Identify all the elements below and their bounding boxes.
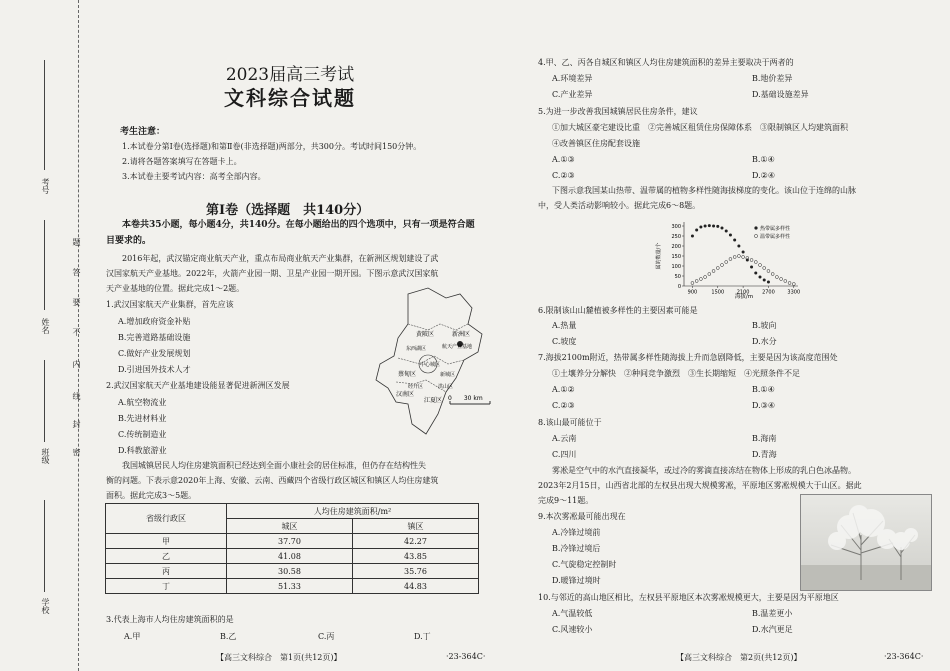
- tropical-point: [695, 229, 698, 232]
- temperate-point: [712, 270, 715, 273]
- seal-word-xian: 线: [72, 392, 81, 400]
- tropical-point: [754, 272, 757, 275]
- temperate-point: [737, 255, 740, 258]
- name-label: 姓名: [41, 318, 50, 334]
- passage3-line1: 下图示意我国某山热带、温带属的植物多样性随海拔梯度的变化。该山位于连绵的山脉: [552, 186, 856, 195]
- class-blank[interactable]: [44, 360, 45, 442]
- q2-option-c[interactable]: C.传统制造业: [118, 430, 167, 439]
- temperate-point: [775, 276, 778, 279]
- seal-word-feng: 封: [72, 420, 81, 428]
- th-city: 城区: [227, 519, 353, 534]
- q5-option-d[interactable]: D.②④: [752, 171, 776, 180]
- chart-legend: [754, 225, 790, 240]
- q8-option-a[interactable]: A.云南: [552, 434, 577, 443]
- temperate-point: [763, 267, 766, 270]
- map-label-xinzhou: 新洲区: [452, 331, 471, 338]
- row-town: 42.27: [353, 534, 479, 549]
- q4-stem: 4.甲、乙、丙各自城区和镇区人均住房建筑面积的差异主要取决于两者的: [538, 58, 794, 67]
- x-tick-label: 2100: [736, 289, 750, 296]
- map-label-huangpi: 黄陂区: [416, 331, 435, 338]
- q5-statements-2: ④改善镇区住房配套设施: [552, 139, 640, 148]
- row-city: 41.08: [227, 549, 353, 564]
- map-label-jingkai: 经开区: [408, 384, 424, 390]
- temperate-point: [780, 278, 783, 281]
- map-label-center: 中心城区: [420, 362, 441, 368]
- tropical-point: [750, 266, 753, 269]
- q9-option-c[interactable]: C.气旋稳定控制时: [552, 560, 617, 569]
- y-tick-label: 300: [671, 223, 681, 230]
- notice-item-1: 1.本试卷分第Ⅰ卷(选择题)和第Ⅱ卷(非选择题)两部分，共300分。考试时间150分钟。: [122, 142, 422, 151]
- exam-subject-title: 文科综合试题: [224, 86, 356, 110]
- temperate-point: [695, 280, 698, 283]
- tropical-point: [767, 281, 770, 284]
- seal-word-da: 答: [72, 268, 81, 276]
- temperate-point: [725, 261, 728, 264]
- exam-title: 2023届高三考试: [225, 65, 355, 85]
- q5-option-a[interactable]: A.①③: [552, 155, 575, 164]
- q4-option-a[interactable]: A.环境差异: [552, 74, 593, 83]
- row-name: 乙: [106, 549, 227, 564]
- y-tick-label: 100: [671, 263, 681, 270]
- row-town: 43.85: [353, 549, 479, 564]
- temperate-point: [767, 270, 770, 273]
- q9-stem: 9.本次雾凇最可能出现在: [538, 512, 626, 521]
- temperate-point: [699, 278, 702, 281]
- tropical-point: [742, 251, 745, 254]
- x-tick-label: 3300: [787, 289, 801, 296]
- q4-option-d[interactable]: D.基础设施差异: [752, 90, 809, 99]
- th-area: 人均住房建筑面积/m²: [227, 504, 479, 519]
- temperate-point: [750, 259, 753, 262]
- footer-right-text: 【高三文科综合 第2页(共12页)】: [676, 653, 802, 662]
- temperate-point: [729, 258, 732, 261]
- q5-option-c[interactable]: C.②③: [552, 171, 575, 180]
- q1-option-a[interactable]: A.增加政府资金补贴: [118, 317, 191, 326]
- q10-option-d[interactable]: D.水汽更足: [752, 625, 793, 634]
- q2-option-d[interactable]: D.科教旅游业: [118, 446, 167, 455]
- tropical-point: [733, 239, 736, 242]
- passage4-line2: 2023年2月15日，山西省北部的左权县出现大规模雾凇，平原地区雾凇规模大于山区。据此: [538, 481, 862, 490]
- seal-word-yao: 要: [72, 298, 81, 306]
- seal-word-nei: 内: [72, 360, 81, 368]
- q4-option-c[interactable]: C.产业差异: [552, 90, 593, 99]
- temperate-point: [691, 282, 694, 285]
- table-row: [106, 579, 479, 594]
- school-label: 学校: [41, 598, 50, 614]
- y-tick-label: 150: [671, 253, 681, 260]
- q7-option-a[interactable]: A.①②: [552, 385, 575, 394]
- q5-option-b[interactable]: B.①④: [752, 155, 775, 164]
- footer-left-text: 【高三文科综合 第1页(共12页)】: [216, 653, 342, 662]
- q7-option-c[interactable]: C.②③: [552, 401, 575, 410]
- rime-photo: [800, 494, 932, 591]
- map-label-newcity: 新城区: [440, 372, 456, 378]
- tropical-point: [737, 245, 740, 248]
- x-tick-label: 2700: [762, 289, 775, 296]
- temperate-point: [788, 282, 791, 285]
- q2-stem: 2.武汉国家航天产业基地建设能显著促进新洲区发展: [106, 381, 290, 390]
- binding-margin: [0, 0, 100, 671]
- q6-stem: 6.限制该山山麓植被多样性的主要因素可能是: [538, 306, 698, 315]
- exam-no-label: 考号: [41, 178, 50, 194]
- tropical-point: [763, 279, 766, 282]
- passage4-line3: 完成9～11题。: [538, 496, 594, 505]
- q1-option-b[interactable]: B.完善道路基础设施: [118, 333, 191, 342]
- q2-option-b[interactable]: B.先进材料业: [118, 414, 167, 423]
- table-row: [106, 564, 479, 579]
- q7-statements: ①土壤养分分解快 ②种间竞争激烈 ③生长期缩短 ④光照条件不足: [552, 369, 800, 378]
- q3-option-b[interactable]: B.乙: [220, 632, 237, 641]
- class-label: 班级: [41, 448, 50, 464]
- temperate-point: [742, 256, 745, 259]
- passage1-line2: 汉国家航天产业基地。2022年，火箭产业园一期、卫星产业园一期开园。下图示意武汉国家航: [106, 269, 439, 278]
- temperate-point: [716, 267, 719, 270]
- row-town: 35.76: [353, 564, 479, 579]
- q1-option-d[interactable]: D.引进国外技术人才: [118, 365, 191, 374]
- tropical-point: [712, 225, 715, 228]
- temperate-point: [708, 273, 711, 276]
- passage3-line2: 中，受人类活动影响较小。据此完成6～8题。: [538, 201, 701, 210]
- tropical-point: [708, 224, 711, 227]
- y-tick-label: 200: [671, 243, 681, 250]
- temperate-point: [721, 264, 724, 267]
- q9-option-d[interactable]: D.暖锋过境时: [552, 576, 601, 585]
- map-label-dongxihu: 东西湖区: [406, 346, 427, 352]
- q2-option-a[interactable]: A.航空物流业: [118, 398, 167, 407]
- exam-no-blank[interactable]: [44, 60, 45, 170]
- row-name: 丁: [106, 579, 227, 594]
- q10-option-a[interactable]: A.气温较低: [552, 609, 593, 618]
- row-city: 30.58: [227, 564, 353, 579]
- passage1-line3: 天产业基地的位置。据此完成1～2题。: [106, 284, 245, 293]
- q7-option-d[interactable]: D.③④: [752, 401, 776, 410]
- q7-stem: 7.海拔2100m附近，热带属多样性随海拔上升而急剧降低，主要是因为该高度范围处: [538, 353, 838, 362]
- q8-option-c[interactable]: C.四川: [552, 450, 577, 459]
- x-tick-label: 1500: [711, 289, 725, 296]
- section-instruction-2: 目要求的。: [106, 236, 152, 246]
- q10-option-b[interactable]: B.温差更小: [752, 609, 793, 618]
- passage2-line1: 我国城镇居民人均住房建筑面积已经达到全面小康社会的居住标准，但仍存在结构性失: [122, 461, 426, 470]
- q6-option-c[interactable]: C.坡度: [552, 337, 577, 346]
- table-row: [106, 534, 479, 549]
- wuhan-map: [368, 284, 500, 444]
- q3-stem: 3.代表上海市人均住房建筑面积的是: [106, 615, 234, 624]
- map-scale-label: 0 30 km: [448, 395, 483, 402]
- school-blank[interactable]: [44, 500, 45, 592]
- q6-option-b[interactable]: B.坡向: [752, 321, 777, 330]
- q7-option-b[interactable]: B.①④: [752, 385, 775, 394]
- map-label-caidian: 蔡甸区: [398, 371, 417, 378]
- notice-heading: 考生注意：: [120, 127, 166, 137]
- q3-option-c[interactable]: C.丙: [318, 632, 335, 641]
- passage1-line1: 2016年起，武汉锚定商业航天产业，重点布局商业航天产业集群，在新洲区规划建设了武: [122, 254, 439, 263]
- tropical-point: [721, 227, 724, 230]
- seal-word-ti: 题: [72, 238, 81, 246]
- q1-option-c[interactable]: C.做好产业发展规划: [118, 349, 191, 358]
- chart-ylabel: 属的数量/个: [656, 242, 662, 270]
- chart-xlabel: 海拔/m: [734, 294, 754, 300]
- housing-area-table: [105, 503, 479, 594]
- row-name: 甲: [106, 534, 227, 549]
- q3-option-d[interactable]: D.丁: [414, 632, 431, 641]
- temperate-point: [733, 256, 736, 259]
- q8-option-d[interactable]: D.青海: [752, 450, 777, 459]
- map-label-hannan: 汉南区: [396, 391, 415, 398]
- tropical-point: [704, 225, 707, 228]
- tropical-point: [699, 226, 702, 229]
- name-blank[interactable]: [44, 220, 45, 310]
- altitude-diversity-chart: [652, 216, 812, 300]
- tropical-point: [759, 276, 762, 279]
- y-tick-label: 0: [677, 283, 681, 290]
- tropical-point: [691, 235, 694, 238]
- temperate-point: [704, 276, 707, 279]
- temperate-point: [759, 264, 762, 267]
- y-tick-label: 50: [674, 273, 681, 280]
- seal-word-bu: 不: [72, 328, 81, 336]
- th-town: 镇区: [353, 519, 479, 534]
- notice-item-2: 2.请将各题答案填写在答题卡上。: [122, 157, 242, 166]
- q8-stem: 8.该山最可能位于: [538, 418, 602, 427]
- temperate-point: [771, 273, 774, 276]
- q6-option-a[interactable]: A.热量: [552, 321, 577, 330]
- q10-stem: 10.与邻近的高山地区相比，左权县平原地区本次雾凇规模更大，主要是因为平原地区: [538, 593, 839, 602]
- table-row: [106, 549, 479, 564]
- q6-option-d[interactable]: D.水分: [752, 337, 777, 346]
- footer-right-code: ·23-364C·: [884, 652, 924, 661]
- seal-word-mi: 密: [72, 448, 81, 456]
- passage2-line2: 衡的问题。下表示意2020年上海、安徽、云南、西藏四个省级行政区城区和镇区人均住房建筑: [106, 476, 439, 485]
- temperate-point: [784, 280, 787, 283]
- map-label-jiangxia: 江夏区: [424, 397, 443, 404]
- tropical-point: [729, 234, 732, 237]
- map-label-base: 航天产业基地: [442, 344, 473, 350]
- passage4-line1: 雾凇是空气中的水汽直接凝华，或过冷的雾滴直接冻结在物体上形成的乳白色冰晶物。: [552, 466, 856, 475]
- tropical-point: [716, 225, 719, 228]
- row-city: 37.70: [227, 534, 353, 549]
- map-scale-bar: [446, 392, 496, 412]
- legend-tropical: 热带属多样性: [760, 226, 791, 232]
- row-city: 51.33: [227, 579, 353, 594]
- legend-temperate: 温带属多样性: [760, 234, 791, 240]
- row-town: 44.83: [353, 579, 479, 594]
- q8-option-b[interactable]: B.海南: [752, 434, 777, 443]
- footer-left-code: ·23-364C·: [446, 652, 486, 661]
- q9-option-b[interactable]: B.冷锋过境后: [552, 544, 601, 553]
- q10-option-c[interactable]: C.风速较小: [552, 625, 593, 634]
- temperate-point: [792, 283, 795, 286]
- q3-option-a[interactable]: A.甲: [124, 632, 141, 641]
- section-title: 第Ⅰ卷（选择题 共140分）: [206, 203, 370, 218]
- passage2-line3: 面积。据此完成3～5题。: [106, 491, 197, 500]
- q5-statements-1: ①加大城区豪宅建设比重 ②完善城区租赁住房保障体系 ③限制镇区人均建筑面积: [552, 123, 848, 132]
- q4-option-b[interactable]: B.地价差异: [752, 74, 793, 83]
- section-instruction-1: 本卷共35小题，每小题4分，共140分。在每小题给出的四个选项中，只有一项是符合题: [122, 220, 475, 230]
- notice-item-3: 3.本试卷主要考试内容：高考全部内容。: [122, 172, 266, 181]
- temperate-point: [754, 261, 757, 264]
- y-tick-label: 250: [671, 233, 681, 240]
- map-label-hongshan: 洪山区: [438, 384, 454, 390]
- th-region: 省级行政区: [106, 504, 227, 534]
- x-tick-label: 900: [687, 289, 698, 296]
- rime-tree-image: [801, 495, 931, 590]
- row-name: 丙: [106, 564, 227, 579]
- q1-stem: 1.武汉国家航天产业集群，首先应该: [106, 300, 234, 309]
- q9-option-a[interactable]: A.冷锋过境前: [552, 528, 601, 537]
- q5-stem: 5.为进一步改善我国城镇居民住房条件，建议: [538, 107, 698, 116]
- tropical-point: [725, 230, 728, 233]
